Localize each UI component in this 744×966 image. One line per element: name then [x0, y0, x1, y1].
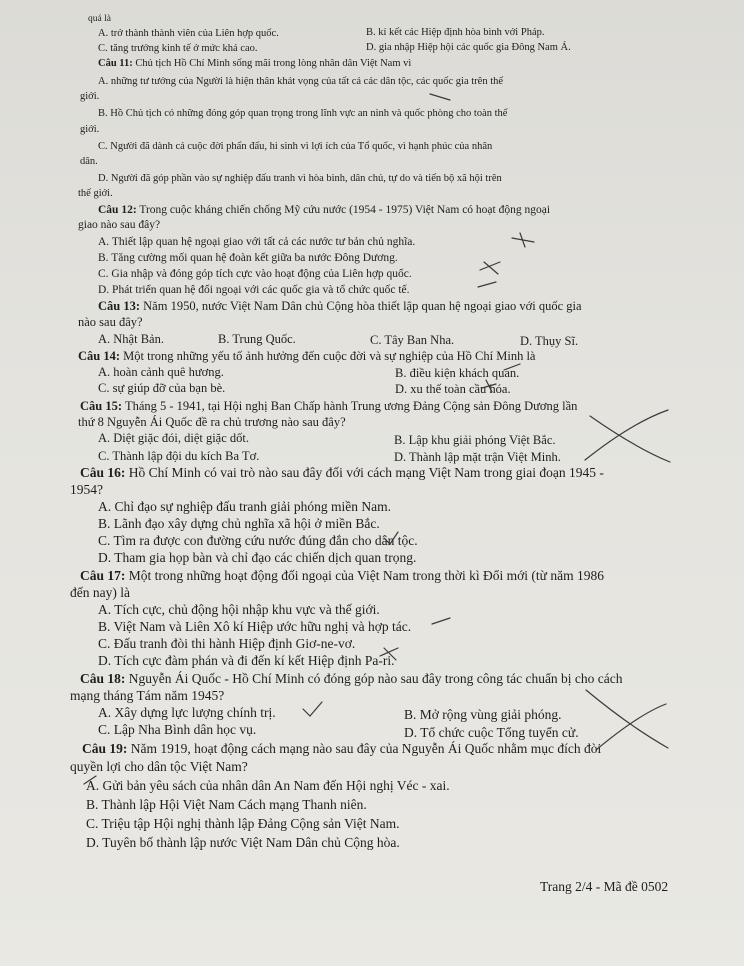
question-17-stem-line2: đến nay) là	[70, 585, 130, 600]
q17-option-a: A. Tích cực, chủ động hội nhập khu vực và thế giới.	[98, 602, 380, 617]
q16-option-a: A. Chỉ đạo sự nghiệp đấu tranh giải phóng miền Nam.	[98, 499, 392, 514]
pen-slash-q15	[590, 416, 670, 462]
pen-cross-q12-d	[478, 282, 496, 287]
header-fragment: quá là	[88, 14, 111, 24]
pen-slash-q15-b	[585, 410, 668, 460]
question-18-stem: Câu 18: Nguyễn Ái Quốc - Hồ Chí Minh có đóng góp nào sau đây trong công tác chuẩn bị cho cách	[80, 671, 623, 686]
question-19-label: Câu 19:	[82, 741, 128, 756]
q12-option-c: C. Gia nhập và đóng góp tích cực vào hoạt động của Liên hợp quốc.	[98, 268, 412, 280]
page-footer: Trang 2/4 - Mã đề 0502	[540, 879, 669, 894]
q10-option-c: C. tăng trưởng kinh tế ở mức khá cao.	[98, 43, 258, 54]
question-15-stem-line2: thứ 8 Nguyễn Ái Quốc đề ra chủ trương nào sau đây?	[78, 415, 346, 429]
question-15-label: Câu 15:	[80, 399, 123, 413]
q11-option-b-line1: B. Hồ Chủ tịch có những đóng góp quan trọng trong lĩnh vực an ninh và quốc phòng cho toàn thế	[98, 108, 508, 119]
q11-option-c-line1: C. Người đã dành cả cuộc đời phấn đấu, hi sinh vì lợi ích của Tổ quốc, vì hạnh phúc của nhân	[98, 141, 493, 152]
question-12-stem-line2: giao nào sau đây?	[78, 219, 161, 231]
pen-cross-q12-c	[480, 262, 500, 274]
q14-option-b: B. điều kiện khách quan.	[395, 366, 520, 380]
q11-option-c-line2: dân.	[80, 156, 98, 167]
q14-option-c: C. sự giúp đỡ của bạn bè.	[98, 381, 226, 395]
q19-option-a: A. Gửi bản yêu sách của nhân dân An Nam đến Hội nghị Véc - xai.	[86, 778, 450, 793]
q16-option-c: C. Tìm ra được con đường cứu nước đúng đắn cho dân tộc.	[98, 533, 418, 548]
pen-check-q18-a	[303, 702, 322, 716]
question-16-stem-line2: 1954?	[70, 482, 103, 497]
q11-option-b-line2: giới.	[80, 124, 100, 135]
q12-option-b: B. Tăng cường mối quan hệ đoàn kết giữa ba nước Đông Dương.	[98, 252, 398, 264]
question-13-stem-line2: nào sau đây?	[78, 315, 143, 329]
q16-option-d: D. Tham gia họp bàn và chỉ đạo các chiến dịch quan trọng.	[98, 550, 417, 565]
q11-option-a-line1: A. những tư tưởng của Người là hiện thân khát vọng của tất cả các dân tộc, các quốc gia trên thế	[98, 76, 504, 87]
q19-option-b: B. Thành lập Hội Việt Nam Cách mạng Thanh niên.	[86, 797, 367, 812]
question-14-label: Câu 14:	[78, 349, 121, 363]
q14-option-a: A. hoàn cảnh quê hương.	[98, 365, 224, 379]
question-18-stem-line2: mạng tháng Tám năm 1945?	[70, 688, 225, 703]
question-17-stem: Câu 17: Một trong những hoạt động đối ngoại của Việt Nam trong thời kì Đổi mới (từ năm 1986	[80, 568, 604, 583]
question-19-stem-line2: quyền lợi cho dân tộc Việt Nam?	[70, 759, 248, 774]
q18-option-c: C. Lập Nha Bình dân học vụ.	[98, 722, 257, 737]
pen-slash-q18	[586, 690, 668, 748]
question-15-stem: Câu 15: Tháng 5 - 1941, tại Hội nghị Ban Chấp hành Trung ương Đảng Cộng sản Đông Dương lần	[80, 399, 578, 413]
question-11-stem: Câu 11: Chủ tịch Hồ Chí Minh sống mãi trong lòng nhân dân Việt Nam vì	[98, 58, 412, 69]
question-16-stem: Câu 16: Hồ Chí Minh có vai trò nào sau đây đối với cách mạng Việt Nam trong giai đoạn 1945 -	[80, 465, 604, 480]
q17-option-d: D. Tích cực đàm phán và đi đến kí kết Hiệp định Pa-ri.	[98, 653, 395, 668]
q14-option-d: D. xu thế toàn cầu hóa.	[395, 382, 511, 396]
pen-strike-q11	[430, 94, 450, 100]
q10-option-a: A. trở thành thành viên của Liên hợp quốc.	[98, 28, 279, 39]
q10-option-b: B. kí kết các Hiệp định hòa bình với Pháp.	[366, 27, 545, 38]
question-12-stem: Câu 12: Trong cuộc kháng chiến chống Mỹ cứu nước (1954 - 1975) Việt Nam có hoạt động ngoại	[98, 204, 551, 216]
q13-option-d: D. Thụy Sĩ.	[520, 334, 579, 348]
q11-option-d-line1: D. Người đã góp phần vào sự nghiệp đấu tranh vì hòa bình, dân chủ, tự do và tiến bộ xã hội trên	[98, 173, 502, 184]
q17-option-c: C. Đấu tranh đòi thi hành Hiệp định Giơ-ne-vơ.	[98, 636, 356, 651]
pen-slash-q18-b	[596, 704, 666, 750]
q10-option-d: D. gia nhập Hiệp hội các quốc gia Đông Nam Á.	[366, 42, 571, 53]
q13-option-a: A. Nhật Bản.	[98, 332, 164, 346]
q11-option-a-line2: giới.	[80, 91, 100, 102]
pen-cross-q12-a	[512, 233, 534, 247]
question-13-stem: Câu 13: Năm 1950, nước Việt Nam Dân chủ Cộng hòa thiết lập quan hệ ngoại giao với quốc gia	[98, 299, 582, 313]
q15-option-a: A. Diệt giặc đói, diệt giặc dốt.	[98, 431, 250, 445]
q19-option-d: D. Tuyên bố thành lập nước Việt Nam Dân chủ Cộng hòa.	[86, 835, 400, 850]
q18-option-a: A. Xây dựng lực lượng chính trị.	[98, 705, 276, 720]
q15-option-d: D. Thành lập mặt trận Việt Minh.	[394, 450, 561, 464]
q11-option-d-line2: thế giới.	[78, 188, 113, 199]
q17-option-b: B. Việt Nam và Liên Xô kí Hiệp ước hữu nghị và hợp tác.	[98, 619, 412, 634]
question-12-label: Câu 12:	[98, 204, 137, 216]
q12-option-d: D. Phát triển quan hệ đối ngoại với các quốc gia và tổ chức quốc tế.	[98, 284, 410, 296]
pen-cross-q17-b	[432, 618, 450, 624]
q18-option-d: D. Tổ chức cuộc Tổng tuyển cử.	[404, 725, 579, 740]
q13-option-c: C. Tây Ban Nha.	[370, 333, 455, 347]
q12-option-a: A. Thiết lập quan hệ ngoại giao với tất cả các nước tư bản chủ nghĩa.	[98, 236, 416, 248]
q16-option-b: B. Lãnh đạo xây dựng chủ nghĩa xã hội ở miền Bắc.	[98, 516, 380, 531]
q13-option-b: B. Trung Quốc.	[218, 332, 296, 346]
question-18-label: Câu 18:	[80, 671, 126, 686]
q19-option-c: C. Triệu tập Hội nghị thành lập Đảng Cộng sản Việt Nam.	[86, 816, 400, 831]
question-11-label: Câu 11:	[98, 58, 133, 69]
question-13-label: Câu 13:	[98, 299, 141, 313]
q15-option-c: C. Thành lập đội du kích Ba Tơ.	[98, 449, 260, 463]
question-16-label: Câu 16:	[80, 465, 126, 480]
question-14-stem: Câu 14: Một trong những yếu tố ảnh hưởng đến cuộc đời và sự nghiệp của Hồ Chí Minh là	[78, 349, 536, 363]
q15-option-b: B. Lập khu giải phóng Việt Bắc.	[394, 433, 556, 447]
question-19-stem: Câu 19: Năm 1919, hoạt động cách mạng nào sau đây của Nguyễn Ái Quốc nhằm mục đích đòi	[82, 741, 602, 756]
q18-option-b: B. Mở rộng vùng giải phóng.	[404, 707, 562, 722]
question-17-label: Câu 17:	[80, 568, 126, 583]
